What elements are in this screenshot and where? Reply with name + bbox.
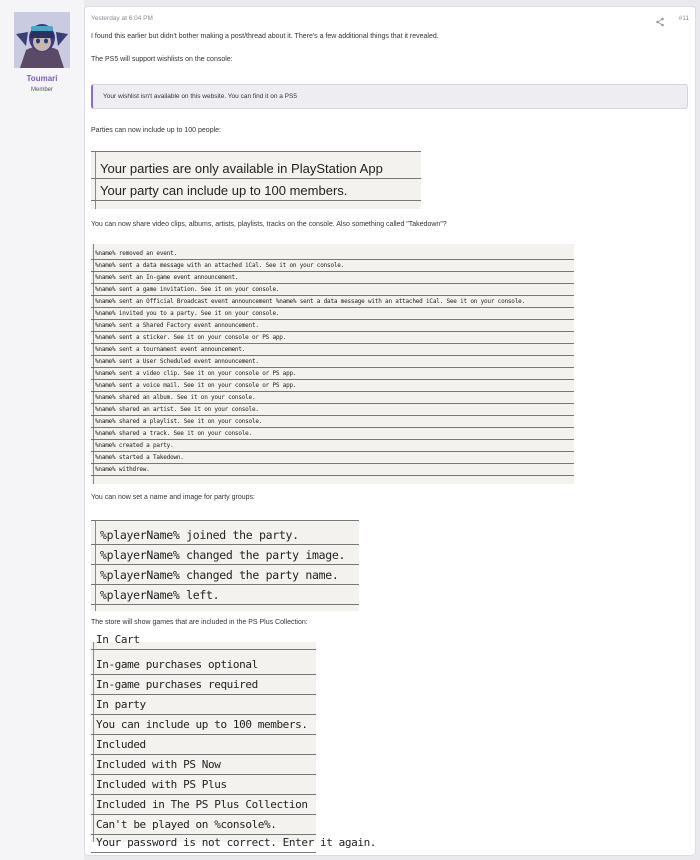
screenshot-row: In-game purchases optional xyxy=(91,655,316,675)
screenshot-row: %name% sent a voice mail. See it on your console or PS app. xyxy=(91,380,574,392)
screenshot-row: Included with PS Now xyxy=(91,755,316,775)
screenshot-row: Can't be played on %console%. xyxy=(91,815,316,835)
post-number[interactable]: #11 xyxy=(678,15,689,22)
screenshot-row: %playerName% changed the party name. xyxy=(91,565,359,585)
screenshot-row: Included in The PS Plus Collection xyxy=(91,795,316,815)
screenshot-events xyxy=(91,244,574,484)
screenshot-row: %playerName% joined the party. xyxy=(91,525,359,545)
screenshot-row: Your party can include up to 100 members. xyxy=(91,181,421,201)
user-title: Member xyxy=(30,87,53,93)
screenshot-row: %name% shared a track. See it on your console. xyxy=(91,428,574,440)
screenshot-row: %name% shared a playlist. See it on your console. xyxy=(91,416,574,428)
post-text-share: You can now share video clips, albums, artists, playlists, tracks on the console. Also something called "Takedown"? xyxy=(91,221,447,228)
share-icon[interactable] xyxy=(655,14,665,24)
screenshot-row: %playerName% left. xyxy=(91,585,359,605)
screenshot-row: You can include up to 100 members. xyxy=(91,715,316,735)
screenshot-row: %name% sent an In-game event announcement. xyxy=(91,272,574,284)
post xyxy=(84,6,696,856)
avatar-image xyxy=(14,12,70,68)
avatar[interactable] xyxy=(14,12,70,68)
post-text-parties: Parties can now include up to 100 people: xyxy=(91,127,221,134)
screenshot-row: %name% sent a tournament event announcement. xyxy=(91,344,574,356)
post-text-store: The store will show games that are included in the PS Plus Collection: xyxy=(91,619,308,626)
screenshot-store xyxy=(91,633,377,849)
screenshot-row: %name% started a Takedown. xyxy=(91,452,574,464)
screenshot-row: In party xyxy=(91,695,316,715)
screenshot-row: %playerName% changed the party image. xyxy=(91,545,359,565)
screenshot-row: %name% sent an Official Broadcast event announcement %name% sent a data message with an attached iCal. See it on your console. xyxy=(91,296,574,308)
post-header xyxy=(91,15,691,27)
screenshot-row: %name% sent a video clip. See it on your console or PS app. xyxy=(91,368,574,380)
post-text-groups: You can now set a name and image for party groups: xyxy=(91,494,255,501)
screenshot-row: %name% withdrew. xyxy=(91,464,574,476)
screenshot-top-border xyxy=(91,151,421,152)
screenshot-row: %name% removed an event. xyxy=(91,248,574,260)
share-icon-glyph xyxy=(655,17,665,27)
screenshot-row: %name% invited you to a party. See it on your console. xyxy=(91,308,574,320)
screenshot-row: %name% sent a Shared Factory event announcement. xyxy=(91,320,574,332)
screenshot-row: %name% sent a sticker. See it on your console or PS app. xyxy=(91,332,574,344)
screenshot-row: Included with PS Plus xyxy=(91,775,316,795)
screenshot-row: In Cart xyxy=(91,630,316,650)
screenshot-row: In-game purchases required xyxy=(91,675,316,695)
username[interactable]: Toumari xyxy=(26,74,58,83)
screenshot-row: %name% sent a User Scheduled event announcement. xyxy=(91,356,574,368)
screenshot-row: Your password is not correct. Enter it again. xyxy=(91,833,316,853)
notice-box xyxy=(91,84,688,109)
screenshot-row: %name% created a party. xyxy=(91,440,574,452)
notice-text: Your wishlist isn't available on this website. You can find it on a PS5 xyxy=(103,93,297,100)
screenshot-parties xyxy=(91,151,421,209)
screenshot-row: %name% shared an album. See it on your console. xyxy=(91,392,574,404)
post-text-wishlist: The PS5 will support wishlists on the console: xyxy=(91,56,233,63)
screenshot-row: Your parties are only available in PlayStation App xyxy=(91,159,421,179)
post-text-intro: I found this earlier but didn't bother making a post/thread about it. There's a few additional things that it revealed. xyxy=(91,33,439,40)
screenshot-top-border xyxy=(91,520,359,521)
screenshot-row: %name% shared an artist. See it on your console. xyxy=(91,404,574,416)
screenshot-row: %name% sent a game invitation. See it on your console. xyxy=(91,284,574,296)
screenshot-row: %name% sent a data message with an attached iCal. See it on your console. xyxy=(91,260,574,272)
user-sidebar xyxy=(0,0,84,860)
post-date[interactable]: Yesterday at 6:04 PM xyxy=(91,15,153,22)
screenshot-row: Included xyxy=(91,735,316,755)
screenshot-party-groups xyxy=(91,520,359,611)
